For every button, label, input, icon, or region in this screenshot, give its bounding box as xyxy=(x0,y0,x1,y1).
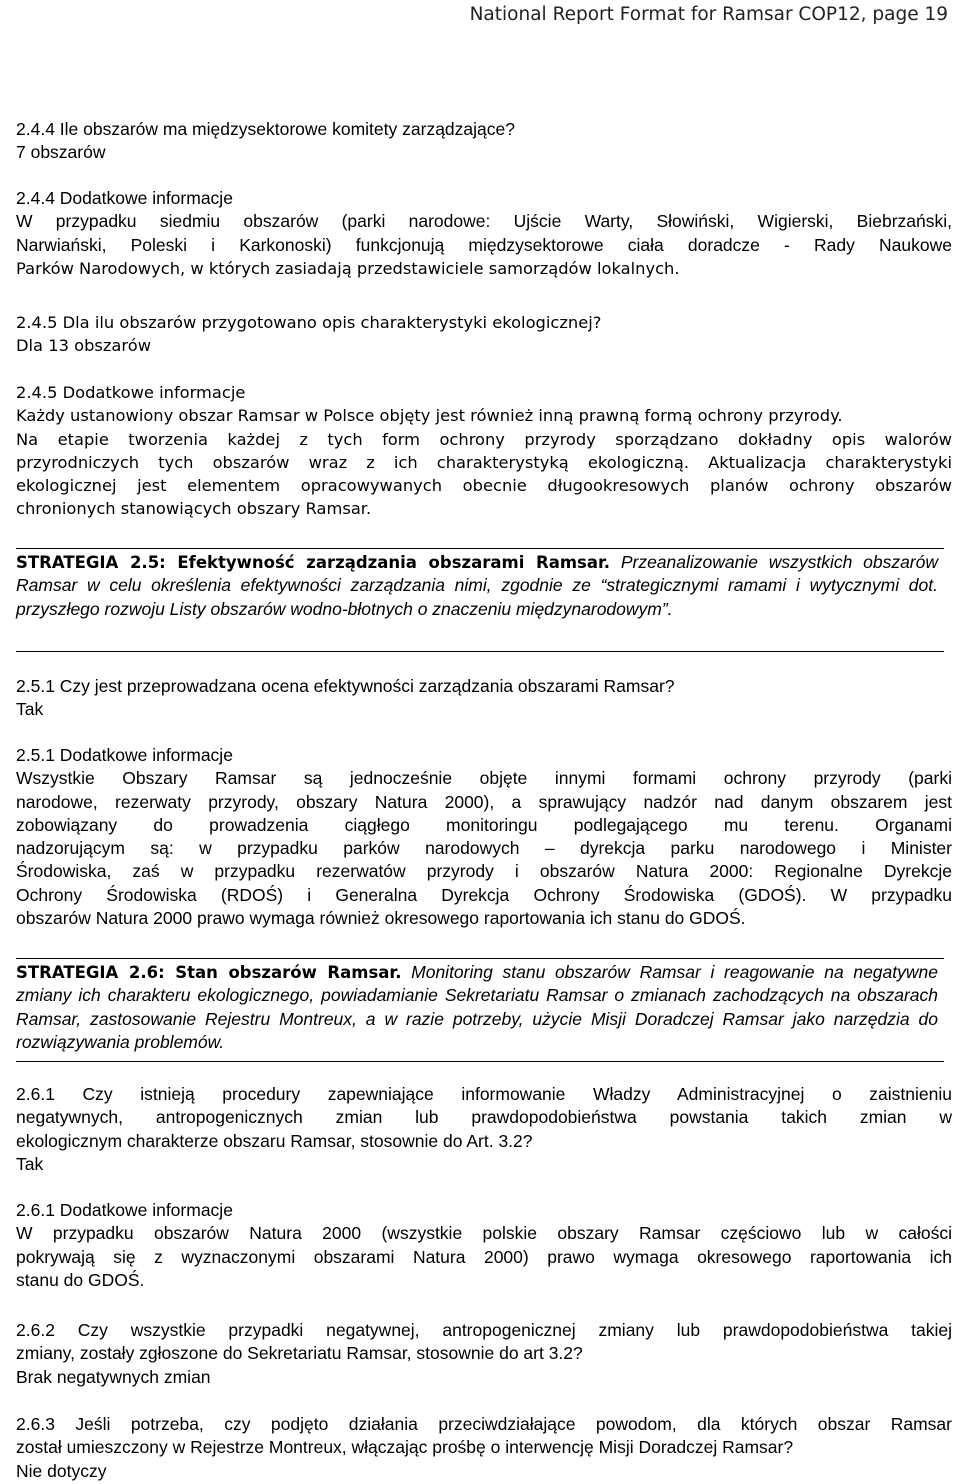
info-title: 2.4.4 Dodatkowe informacje xyxy=(16,188,233,208)
question-line: zmiany, zostały zgłoszone do Sekretariatu Ramsar, stosownie do art 3.2? xyxy=(16,1343,583,1364)
info-line: zobowiązany do prowadzenia ciągłego monitoringu podlegającego mu terenu. Organami xyxy=(16,814,952,835)
info-title: 2.5.1 Dodatkowe informacje xyxy=(16,745,233,765)
question-line: 2.6.2 Czy wszystkie przypadki negatywnej, antropogenicznej zmiany lub prawdopodobieństwa takiej xyxy=(16,1320,952,1340)
info-2-5-1 xyxy=(16,744,952,930)
answer-text: Tak xyxy=(16,699,44,720)
strategy-heading: STRATEGIA 2.5: Efektywność zarządzania obszarami Ramsar. xyxy=(16,553,611,572)
question-2-4-5 xyxy=(16,311,952,358)
question-2-6-1 xyxy=(16,1083,952,1176)
strategy-text: Monitoring stanu obszarów Ramsar i reagowanie na negatywne zmiany ich charakteru ekologicznego, powiadamianie Sekretariatu Ramsar o zmianach zachodzących na obszarach Ramsar, zastosowanie Rejestru Montreux, a w razie potrzeby, użycie Misji Doradczej Ramsar jako narzędzia do rozwiązywania problemów. xyxy=(16,962,938,1052)
info-title: 2.4.5 Dodatkowe informacje xyxy=(16,383,246,402)
info-line: Narwiański, Poleski i Karkonoski) funkcjonują międzysektorowe ciała doradcze - Rady Naukowe xyxy=(16,234,952,255)
answer-text: Brak negatywnych zmian xyxy=(16,1366,211,1387)
info-line: Ochrony Środowiska (RDOŚ) i Generalna Dyrekcja Ochrony Środowiska (GDOŚ). W przypadku xyxy=(16,884,952,905)
strategy-text: Przeanalizowanie wszystkich obszarów Ramsar w celu określenia efektywności zarządzania nimi, zgodnie ze “strategicznymi ramami i wytycznymi dot. przyszłego rozwoju Listy obszarów wodno-błotnych o znaczeniu międzynarodowym”. xyxy=(16,552,939,619)
info-line: Środowiska, zaś w przypadku rezerwatów przyrody i obszarów Natura 2000: Regionalne Dyrekcje xyxy=(16,861,952,882)
question-text: 2.4.5 Dla ilu obszarów przygotowano opis charakterystyki ekologicznej? xyxy=(16,313,602,332)
info-line: narodowe, rezerwaty przyrody, obszary Natura 2000), a sprawujący nadzór nad danym obszarem jest xyxy=(16,791,952,812)
question-line: został umieszczony w Rejestrze Montreux, włączając prośbę o interwencję Misji Doradczej Ramsar? xyxy=(16,1437,794,1458)
question-2-5-1 xyxy=(16,675,952,722)
answer-text: Dla 13 obszarów xyxy=(16,336,152,356)
info-line: stanu do GDOŚ. xyxy=(16,1269,145,1290)
info-line: przyrodniczych tych obszarów wraz z ich charakterystyką ekologiczną. Aktualizacja charakterystyki xyxy=(16,452,952,472)
info-line: Na etapie tworzenia każdej z tych form ochrony przyrody sporządzano dokładny opis walorów xyxy=(16,429,952,449)
info-line: obszarów Natura 2000 prawo wymaga również okresowego raportowania ich stanu do GDOŚ. xyxy=(16,908,746,929)
info-line: W przypadku siedmiu obszarów (parki narodowe: Ujście Warty, Słowiński, Wigierski, Biebrzański, xyxy=(16,211,952,232)
info-2-4-4 xyxy=(16,187,952,280)
question-2-6-3 xyxy=(16,1413,952,1483)
info-line: Każdy ustanowiony obszar Ramsar w Polsce objęty jest również inną prawną formą ochrony przyrody. xyxy=(16,406,843,426)
question-line: negatywnych, antropogenicznych zmian lub prawdopodobieństwa powstania takich zmian w xyxy=(16,1107,952,1128)
strategy-2-5-box xyxy=(16,548,944,652)
answer-text: 7 obszarów xyxy=(16,142,106,163)
strategy-heading: STRATEGIA 2.6: Stan obszarów Ramsar. xyxy=(16,963,402,982)
info-2-4-5 xyxy=(16,381,952,521)
page-header: National Report Format for Ramsar COP12, page 19 xyxy=(469,4,948,25)
question-line: ekologicznym charakterze obszaru Ramsar, stosownie do Art. 3.2? xyxy=(16,1130,533,1151)
question-2-6-2 xyxy=(16,1319,952,1389)
info-line: ekologicznej jest elementem opracowywanych obecnie długookresowych planów ochrony obszarów xyxy=(16,476,952,496)
info-title: 2.6.1 Dodatkowe informacje xyxy=(16,1200,233,1220)
question-line: 2.6.1 Czy istnieją procedury zapewniające informowanie Władzy Administracyjnej o zaistnieniu xyxy=(16,1084,952,1104)
question-2-4-4 xyxy=(16,118,952,165)
info-line: pokrywają się z wyznaczonymi obszarami Natura 2000) prawo wymaga okresowego raportowania ich xyxy=(16,1246,952,1267)
info-line: chronionych stanowiących obszary Ramsar. xyxy=(16,499,372,519)
info-line: Parków Narodowych, w których zasiadają przedstawiciele samorządów lokalnych. xyxy=(16,258,680,278)
answer-text: Tak xyxy=(16,1153,44,1174)
answer-text: Nie dotyczy xyxy=(16,1460,107,1481)
info-line: W przypadku obszarów Natura 2000 (wszystkie polskie obszary Ramsar częściowo lub w całości xyxy=(16,1223,952,1244)
info-2-6-1 xyxy=(16,1199,952,1292)
question-text: 2.4.4 Ile obszarów ma międzysektorowe komitety zarządzające? xyxy=(16,119,515,139)
question-text: 2.5.1 Czy jest przeprowadzana ocena efektywności zarządzania obszarami Ramsar? xyxy=(16,676,675,696)
question-line: 2.6.3 Jeśli potrzeba, czy podjęto działania przeciwdziałające powodom, dla których obszar Ramsar xyxy=(16,1414,952,1434)
info-line: Wszystkie Obszary Ramsar są jednocześnie objęte innymi formami ochrony przyrody (parki xyxy=(16,768,952,789)
strategy-2-6-box xyxy=(16,958,944,1062)
info-line: nadzorującym są: w przypadku parków narodowych – dyrekcja parku narodowego i Minister xyxy=(16,838,952,859)
